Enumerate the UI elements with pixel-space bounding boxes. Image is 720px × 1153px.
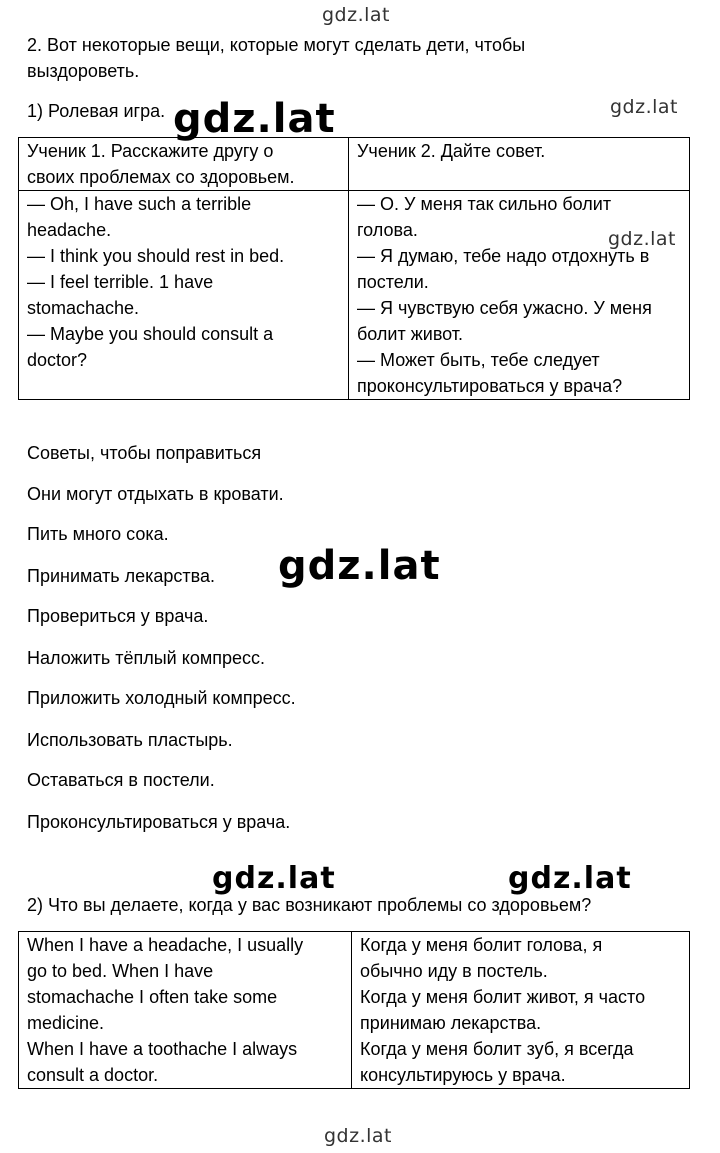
task-title-line-1: 2. Вот некоторые вещи, которые могут сделать дети, чтобы (27, 35, 526, 55)
dialogue-line: — О. У меня так сильно болит (357, 194, 612, 214)
list-item: Провериться у врача. (27, 606, 209, 626)
dialogue-line: stomachache. (27, 298, 140, 318)
table-header-student-1 (19, 138, 349, 191)
dialogue-line: — Я чувствую себя ужасно. У меня (357, 298, 652, 318)
watermark-medium: gdz.lat (508, 861, 632, 896)
answer-line: обычно иду в постель. (360, 961, 548, 981)
section-2-label: 2) Что вы делаете, когда у вас возникают проблемы со здоровьем? (27, 895, 592, 915)
answer-line: Когда у меня болит зуб, я всегда (360, 1039, 634, 1059)
answer-line: medicine. (27, 1013, 105, 1033)
dialogue-russian-cell (349, 191, 690, 400)
advice-heading: Советы, чтобы поправиться (27, 443, 262, 463)
dialogue-line: — Maybe you should consult a (27, 324, 274, 344)
answer-line: Когда у меня болит голова, я (360, 935, 603, 955)
list-item: Проконсультироваться у врача. (27, 812, 291, 832)
dialogue-line: — Может быть, тебе следует (357, 350, 600, 370)
header-line: Ученик 2. Дайте совет. (357, 141, 546, 161)
watermark-medium: gdz.lat (212, 861, 336, 896)
answer-line: consult a doctor. (27, 1065, 159, 1085)
list-item: Наложить тёплый компресс. (27, 648, 265, 668)
answer-russian-cell (352, 932, 690, 1089)
dialogue-line: голова. (357, 220, 418, 240)
role-play-table (18, 137, 690, 400)
watermark-bottom: gdz.lat (324, 1125, 393, 1147)
list-item: Приложить холодный компресс. (27, 688, 296, 708)
answer-line: Когда у меня болит живот, я часто (360, 987, 646, 1007)
answer-line: консультируюсь у врача. (360, 1065, 566, 1085)
watermark-large: gdz.lat (278, 543, 441, 589)
list-item: Принимать лекарства. (27, 566, 216, 586)
watermark-top: gdz.lat (322, 4, 391, 26)
answer-line: When I have a toothache I always (27, 1039, 298, 1059)
watermark-small: gdz.lat (608, 228, 677, 250)
dialogue-line: headache. (27, 220, 112, 240)
dialogue-english-cell (19, 191, 349, 400)
answer-line: go to bed. When I have (27, 961, 214, 981)
dialogue-line: постели. (357, 272, 429, 292)
watermark-small: gdz.lat (610, 96, 679, 118)
watermark-large: gdz.lat (173, 96, 336, 142)
table-row (19, 191, 690, 400)
answer-line: stomachache I often take some (27, 987, 278, 1007)
header-line: своих проблемах со здоровьем. (27, 167, 295, 187)
table-row (19, 932, 690, 1089)
dialogue-line: doctor? (27, 350, 88, 370)
section-1-label: 1) Ролевая игра. (27, 101, 166, 121)
list-item: Они могут отдыхать в кровати. (27, 484, 284, 504)
list-item: Оставаться в постели. (27, 770, 215, 790)
dialogue-line: болит живот. (357, 324, 464, 344)
answer-english-cell (19, 932, 352, 1089)
dialogue-line: — Я думаю, тебе надо отдохнуть в (357, 246, 650, 266)
health-problems-table (18, 931, 690, 1089)
task-title-line-2: выздороветь. (27, 61, 140, 81)
table-header-student-2 (349, 138, 690, 191)
dialogue-line: проконсультироваться у врача? (357, 376, 623, 396)
list-item: Использовать пластырь. (27, 730, 233, 750)
list-item: Пить много сока. (27, 524, 169, 544)
answer-line: When I have a headache, I usually (27, 935, 304, 955)
header-line: Ученик 1. Расскажите другу о (27, 141, 274, 161)
dialogue-line: — I think you should rest in bed. (27, 246, 285, 266)
dialogue-line: — Oh, I have such a terrible (27, 194, 252, 214)
dialogue-line: — I feel terrible. 1 have (27, 272, 214, 292)
table-header-row (19, 138, 690, 191)
answer-line: принимаю лекарства. (360, 1013, 542, 1033)
